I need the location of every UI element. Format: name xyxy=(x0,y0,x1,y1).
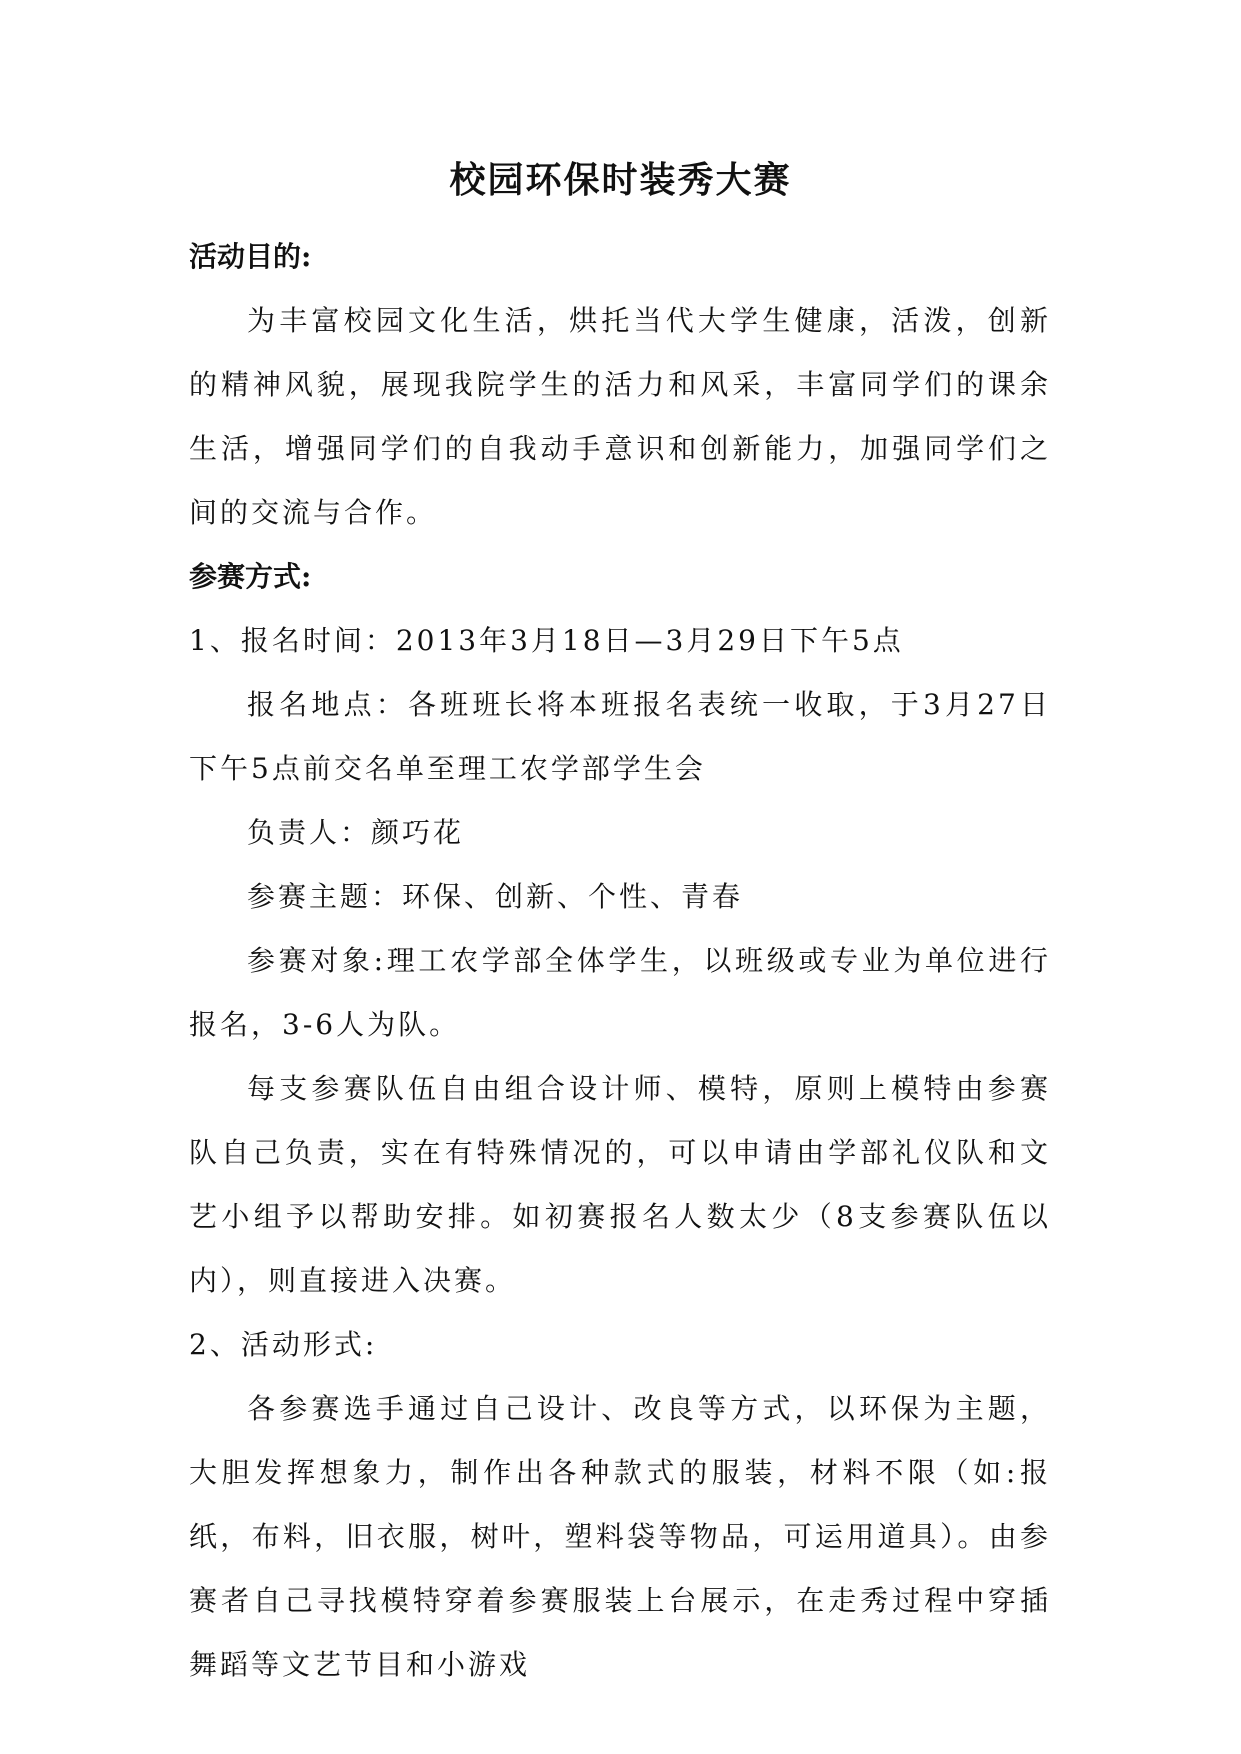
document-body xyxy=(189,225,1051,1697)
activity-form-paragraph: 各参赛选手通过自己设计、改良等方式，以环保为主题，大胆发挥想象力，制作出各种款式的服装，材料不限（如:报纸，布料，旧衣服，树叶，塑料袋等物品，可运用道具）。由参赛者自己寻找模特穿着参赛服装上台展示，在走秀过程中穿插舞蹈等文艺节目和小游戏 xyxy=(189,1392,1051,1681)
person-in-charge: 负责人：颜巧花 xyxy=(247,816,465,849)
activity-form-heading: 2、活动形式: xyxy=(189,1328,378,1361)
purpose-paragraph: 为丰富校园文化生活，烘托当代大学生健康，活泼，创新的精神风貌，展现我院学生的活力和风采，丰富同学们的课余生活，增强同学们的自我动手意识和创新能力，加强同学们之间的交流与合作。 xyxy=(189,304,1051,529)
document-title: 校园环保时装秀大赛 xyxy=(449,159,792,201)
registration-time: 1、报名时间：2013年3月18日—3月29日下午5点 xyxy=(189,624,904,657)
competition-theme: 参赛主题：环保、创新、个性、青春 xyxy=(247,880,744,913)
registration-place: 报名地点：各班班长将本班报名表统一收取，于3月27日下午5点前交名单至理工农学部学生会 xyxy=(189,688,1051,785)
team-rules: 每支参赛队伍自由组合设计师、模特，原则上模特由参赛队自己负责，实在有特殊情况的，可以申请由学部礼仪队和文艺小组予以帮助安排。如初赛报名人数太少（8支参赛队伍以内），则直接进入决赛。 xyxy=(189,1072,1051,1297)
method-heading: 参赛方式: xyxy=(189,560,312,593)
purpose-heading: 活动目的: xyxy=(189,240,312,273)
participants: 参赛对象:理工农学部全体学生，以班级或专业为单位进行报名，3-6人为队。 xyxy=(189,944,1051,1041)
